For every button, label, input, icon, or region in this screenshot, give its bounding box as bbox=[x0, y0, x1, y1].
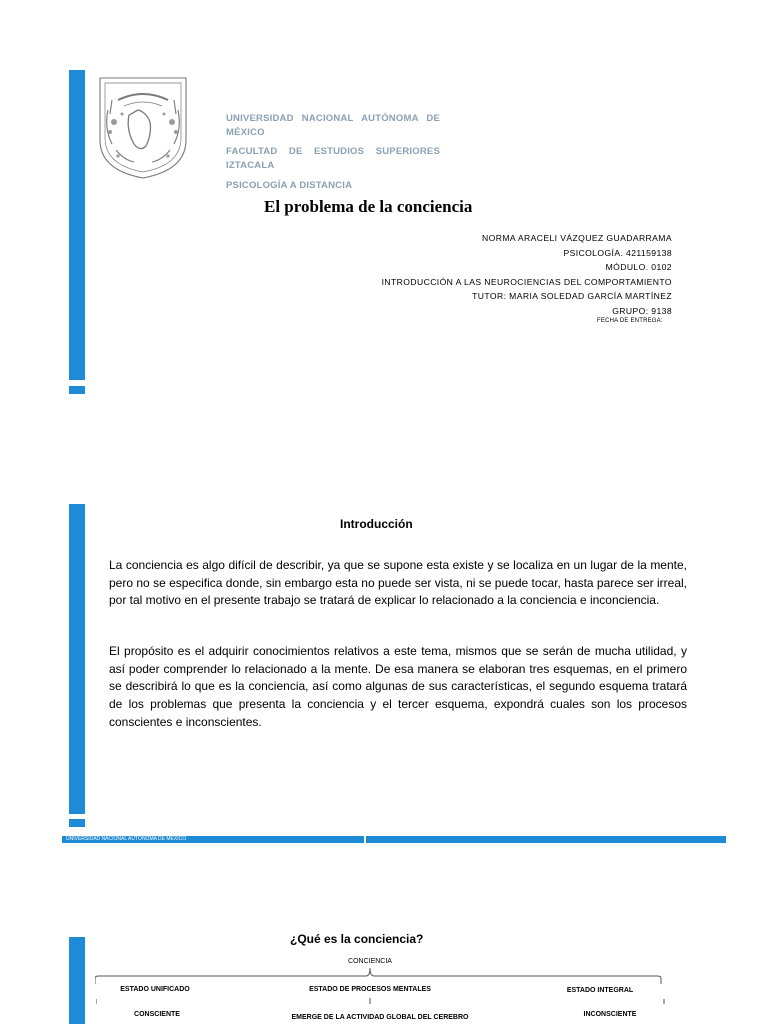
author-name: NORMA ARACELI VÁZQUEZ GUADARRAMA bbox=[482, 233, 672, 243]
footer-text: UNIVERSIDAD NACIONAL AUTÓNOMA DE MÉXICO bbox=[66, 836, 187, 842]
intro-heading: Introducción bbox=[340, 517, 413, 531]
group-number: GRUPO: 9138 bbox=[612, 305, 672, 316]
delivery-date: FECHA DE ENTREGA: bbox=[597, 318, 663, 324]
course-name: INTRODUCCIÓN A LAS NEUROCIENCIAS DEL COMPORTAMIENTO bbox=[381, 276, 672, 287]
career-id: PSICOLOGÍA. 421159138 bbox=[563, 247, 672, 258]
branch-integral-state: ESTADO INTEGRAL bbox=[566, 987, 634, 994]
intro-paragraph-1: La conciencia es algo difícil de describir, ya que se supone esta existe y se localiza en un lugar de la mente, pero no se especifica donde, sin embargo esta no puede ser vista, ni se puede tocar, hasta parece ser irreal, por tal motivo en el presente trabajo se tratará de explicar lo relacionado a la conciencia e inconciencia. bbox=[109, 558, 687, 608]
diagram-accent-bar bbox=[69, 937, 85, 1024]
diagram-root: CONCIENCIA bbox=[348, 958, 392, 965]
branch-unified-state: ESTADO UNIFICADO bbox=[120, 986, 190, 993]
leaf-conscious: CONSCIENTE bbox=[134, 1011, 180, 1018]
document-title: El problema de la conciencia bbox=[264, 197, 473, 216]
diagram-connector bbox=[96, 996, 666, 1008]
cover-accent-bar-tab bbox=[69, 386, 85, 394]
intro-accent-bar-tab bbox=[69, 819, 85, 827]
leaf-global-brain-activity: EMERGE DE LA ACTIVIDAD GLOBAL DEL CEREBRO bbox=[291, 1014, 469, 1021]
faculty-name: FACULTAD DE ESTUDIOS SUPERIORES IZTACALA bbox=[226, 146, 440, 171]
leaf-unconscious: INCONSCIENTE bbox=[583, 1011, 637, 1018]
unam-seal-logo bbox=[94, 70, 192, 182]
tutor-name: TUTOR: MARIA SOLEDAD GARCÍA MARTÍNEZ bbox=[472, 291, 672, 302]
university-name: UNIVERSIDAD NACIONAL AUTÓNOMA DE MÉXICO bbox=[226, 113, 440, 138]
branch-mental-processes: ESTADO DE PROCESOS MENTALES bbox=[309, 986, 431, 993]
intro-accent-bar bbox=[69, 504, 85, 814]
module-number: MÓDULO. 0102 bbox=[605, 262, 672, 273]
program-name: PSICOLOGÍA A DISTANCIA bbox=[226, 180, 353, 191]
cover-info bbox=[342, 231, 672, 319]
cover-accent-bar bbox=[69, 70, 85, 380]
diagram-brace bbox=[95, 966, 665, 986]
diagram-question: ¿Qué es la conciencia? bbox=[290, 932, 424, 946]
intro-paragraph-2: El propósito es el adquirir conocimientos relativos a este tema, mismos que se serán de mucha utilidad, y así poder comprender lo relacionado a la mente. De esa manera se elaboran tres esquemas, en el primero se describirá lo que es la conciencia, así como algunas de sus características, el segundo esquema tratará de los problemas que presenta la conciencia y el tercer esquema, expondrá cuales son los procesos conscientes e inconscientes. bbox=[109, 644, 687, 729]
footer-bar-right bbox=[366, 836, 726, 843]
